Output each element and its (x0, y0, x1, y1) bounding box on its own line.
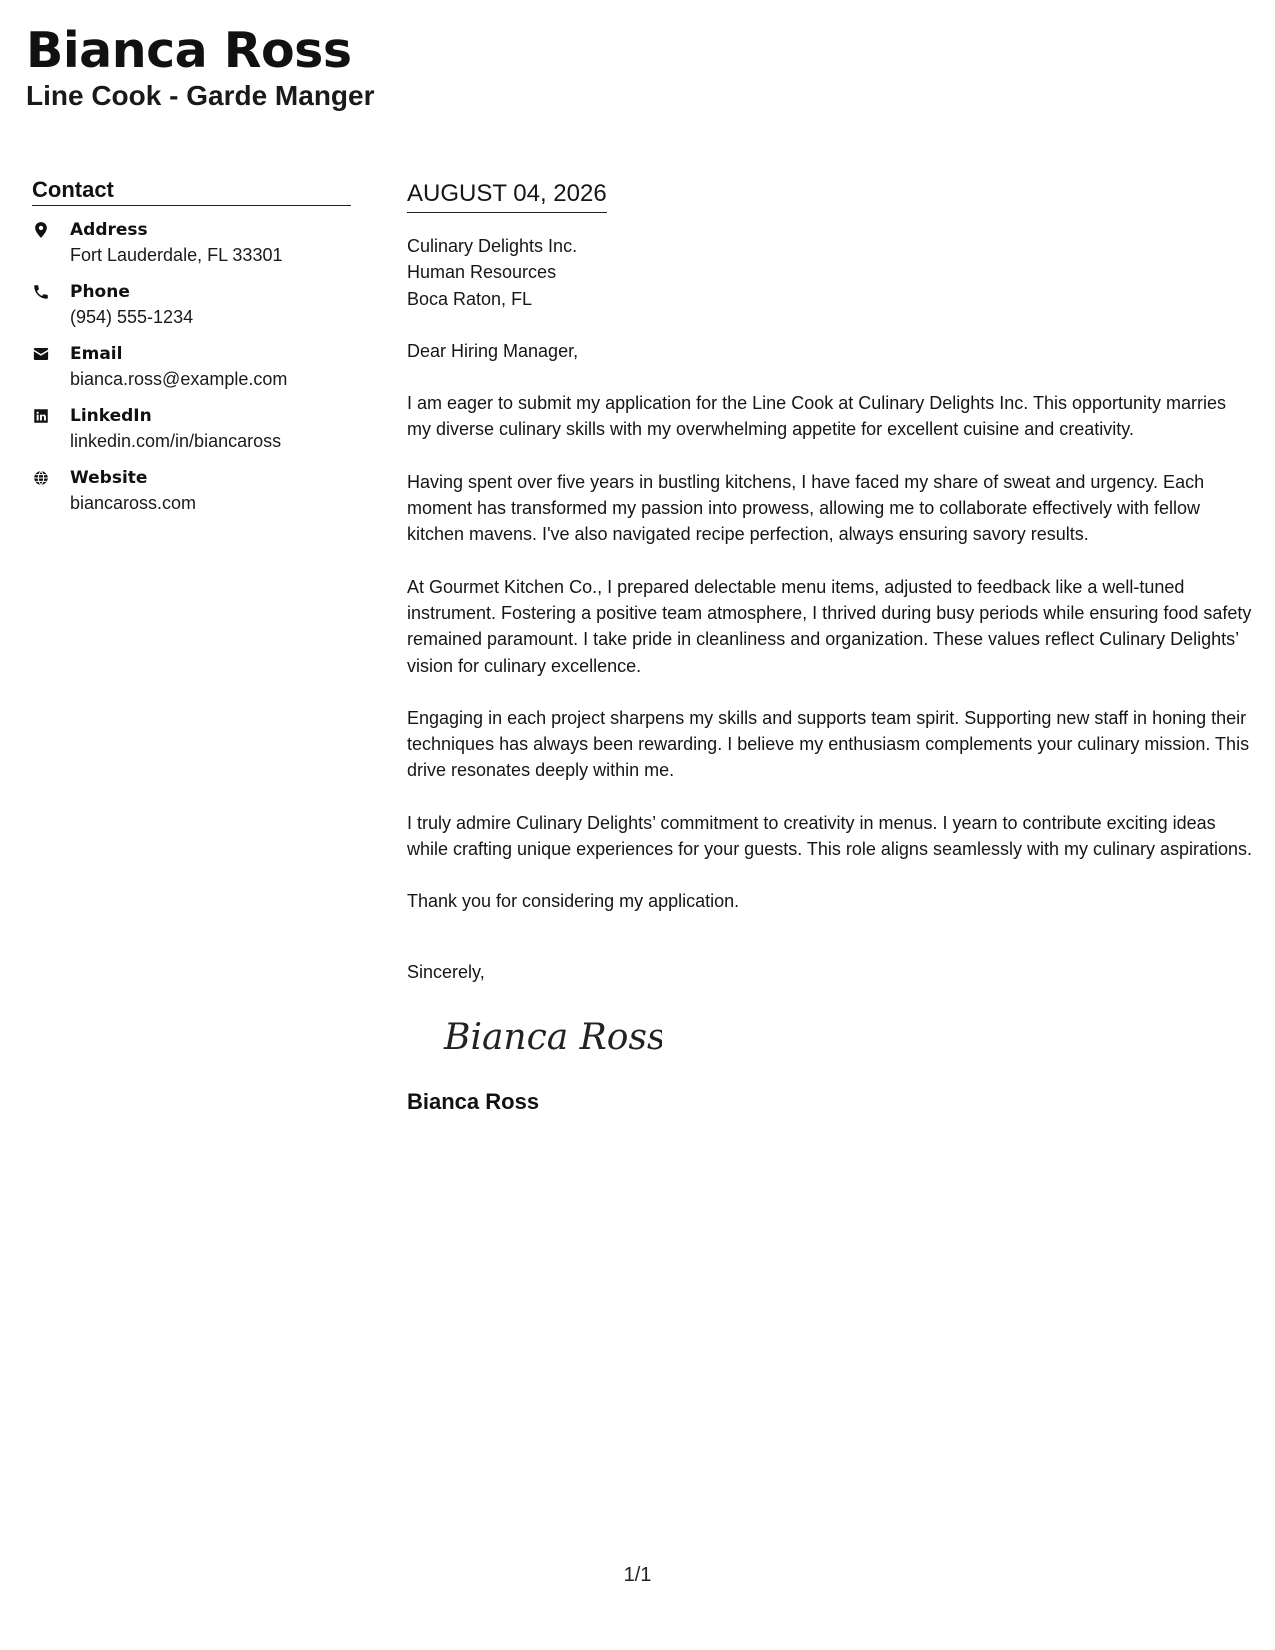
envelope-icon (32, 342, 70, 363)
handwritten-signature (442, 1007, 662, 1067)
globe-icon (32, 466, 70, 487)
page-header (26, 22, 375, 112)
phone-icon (32, 280, 70, 301)
recipient-block (407, 233, 1255, 312)
contact-sidebar (32, 176, 351, 528)
recipient-company: Culinary Delights Inc. (407, 236, 578, 256)
contact-label: Phone (70, 282, 130, 302)
closing: Sincerely, (407, 961, 485, 982)
contact-label: Email (70, 344, 123, 364)
recipient-location: Boca Raton, FL (407, 288, 533, 309)
contact-label: LinkedIn (70, 406, 152, 426)
contact-label: Website (70, 468, 148, 488)
body-paragraph: I truly admire Culinary Delights’ commitment to creativity in menus. I yearn to contribute exciting ideas while crafting unique experiences for your guests. This role aligns seamlessly with my culinary aspirations. (407, 812, 1253, 860)
contact-item-website (32, 466, 351, 516)
body-paragraph: At Gourmet Kitchen Co., I prepared delectable menu items, adjusted to feedback like a well-tuned instrument. Fostering a positive team atmosphere, I thrived during busy periods while ensuring food safety remained paramount. I take pride in cleanliness and organization. These values reflect Culinary Delights’ vision for culinary excellence. (407, 576, 1252, 676)
applicant-name: Bianca Ross (26, 22, 352, 79)
phone-value: (954) 555-1234 (70, 307, 194, 327)
contact-item-email (32, 342, 351, 392)
cover-letter (407, 178, 1255, 1116)
contact-item-address (32, 218, 351, 268)
body-paragraph: Having spent over five years in bustling kitchens, I have faced my share of sweat and urgency. Each moment has transformed my passion into prowess, allowing me to collaborate effectively with fellow kitchen mavens. I've also navigated recipe perfection, always ensuring savory results. (407, 471, 1205, 545)
contact-item-phone (32, 280, 351, 330)
email-value: bianca.ross@example.com (70, 369, 288, 389)
website-value: biancaross.com (70, 493, 197, 513)
address-value: Fort Lauderdale, FL 33301 (70, 245, 283, 265)
job-title: Line Cook - Garde Manger (26, 80, 375, 111)
thank-you-paragraph: Thank you for considering my application. (407, 891, 740, 912)
body-paragraph: I am eager to submit my application for the Line Cook at Culinary Delights Inc. This opportunity marries my diverse culinary skills with my overwhelming appetite for excellent cuisine and creativity. (407, 393, 1227, 440)
contact-item-linkedin (32, 404, 351, 454)
body-paragraph: Engaging in each project sharpens my skills and supports team spirit. Supporting new staff in honing their techniques has always been rewarding. I believe my enthusiasm complements your culinary mission. This drive resonates deeply within me. (407, 707, 1250, 781)
linkedin-icon (32, 404, 70, 425)
signature-text: Bianca Ross (444, 1016, 662, 1058)
location-pin-icon (32, 218, 70, 239)
letter-date: AUGUST 04, 2026 (407, 178, 607, 213)
recipient-department: Human Resources (407, 262, 557, 283)
linkedin-value: linkedin.com/in/biancaross (70, 431, 282, 451)
signer-name: Bianca Ross (407, 1089, 540, 1115)
page-number: 1/1 (623, 1564, 652, 1586)
contact-label: Address (70, 220, 148, 240)
salutation: Dear Hiring Manager, (407, 340, 579, 361)
contact-heading: Contact (32, 176, 351, 206)
